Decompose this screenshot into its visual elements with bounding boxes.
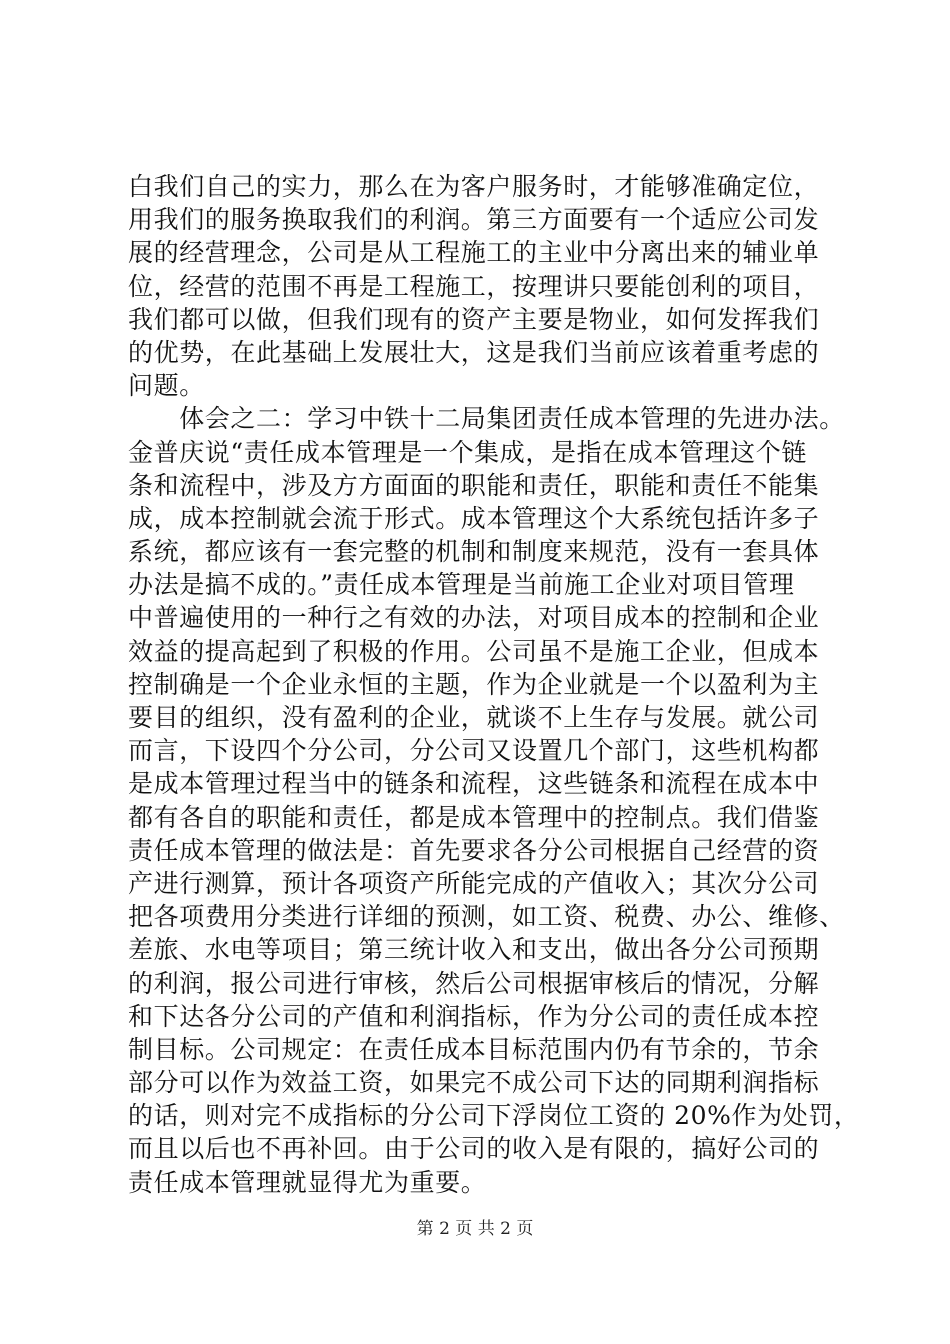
text-line: 把各项费用分类进行详细的预测，如工资、税费、办公、维修、 [128,902,845,932]
text-line: 和下达各分公司的产值和利润指标，作为分公司的责任成本控 [128,1001,820,1031]
text-line: 白我们自己的实力，那么在为客户服务时，才能够准确定位， [128,172,820,201]
text-line: 而言，下设四个分公司，分公司又设置几个部门，这些机构都 [128,736,820,766]
text-line: 的利润，报公司进行审核，然后公司根据审核后的情况，分解 [128,968,820,998]
text-line: 要目的组织，没有盈利的企业，就谈不上生存与发展。就公司 [128,703,820,732]
text-line: 部分可以作为效益工资，如果完不成公司下达的同期利润指标 [128,1068,820,1098]
text-line: 差旅、水电等项目；第三统计收入和支出，做出各分公司预期 [128,935,820,965]
text-line: 条和流程中，涉及方方面面的职能和责任，职能和责任不能集 [128,470,820,500]
text-line: 系统，都应该有一套完整的机制和制度来规范，没有一套具体 [128,537,820,567]
text-line: 我们都可以做，但我们现有的资产主要是物业，如何发挥我们 [128,304,820,334]
text-line: 问题。 [128,371,205,401]
text-line: 金普庆说“责任成本管理是一个集成，是指在成本管理这个链 [128,437,807,467]
text-line: 的话，则对完不成指标的分公司下浮岗位工资的 20%作为处罚， [128,1101,860,1131]
text-line: 责任成本管理的做法是：首先要求各分公司根据自己经营的资 [128,835,820,865]
text-line: 展的经营理念，公司是从工程施工的主业中分离出来的辅业单 [128,238,820,268]
text-line: 产进行测算，预计各项资产所能完成的产值收入；其次分公司 [128,868,820,898]
text-line: 控制确是一个企业永恒的主题，作为企业就是一个以盈利为主 [128,669,820,699]
text-line: 成，成本控制就会流于形式。成本管理这个大系统包括许多子 [128,503,820,533]
paragraph-start-line: 体会之二：学习中铁十二局集团责任成本管理的先进办法。 [128,404,845,434]
text-line: 而且以后也不再补回。由于公司的收入是有限的，搞好公司的 [128,1134,820,1164]
text-line: 效益的提高起到了积极的作用。公司虽不是施工企业，但成本 [128,636,820,666]
page-number-footer: 第 2 页 共 2 页 [416,1219,534,1239]
text-line: 制目标。公司规定：在责任成本目标范围内仍有节余的，节余 [128,1034,820,1064]
text-line: 责任成本管理就显得尤为重要。 [128,1167,487,1197]
text-line: 是成本管理过程当中的链条和流程，这些链条和流程在成本中 [128,769,820,799]
text-line: 办法是搞不成的。”责任成本管理是当前施工企业对项目管理 [128,570,795,600]
text-line: 的优势，在此基础上发展壮大，这是我们当前应该着重考虑的 [128,337,820,367]
text-line: 位，经营的范围不再是工程施工，按理讲只要能创利的项目， [128,271,820,301]
text-line: 都有各自的职能和责任，都是成本管理中的控制点。我们借鉴 [128,802,820,832]
text-line: 中普遍使用的一种行之有效的办法，对项目成本的控制和企业 [128,603,820,633]
text-line: 用我们的服务换取我们的利润。第三方面要有一个适应公司发 [128,205,820,235]
body-text [128,170,860,1199]
